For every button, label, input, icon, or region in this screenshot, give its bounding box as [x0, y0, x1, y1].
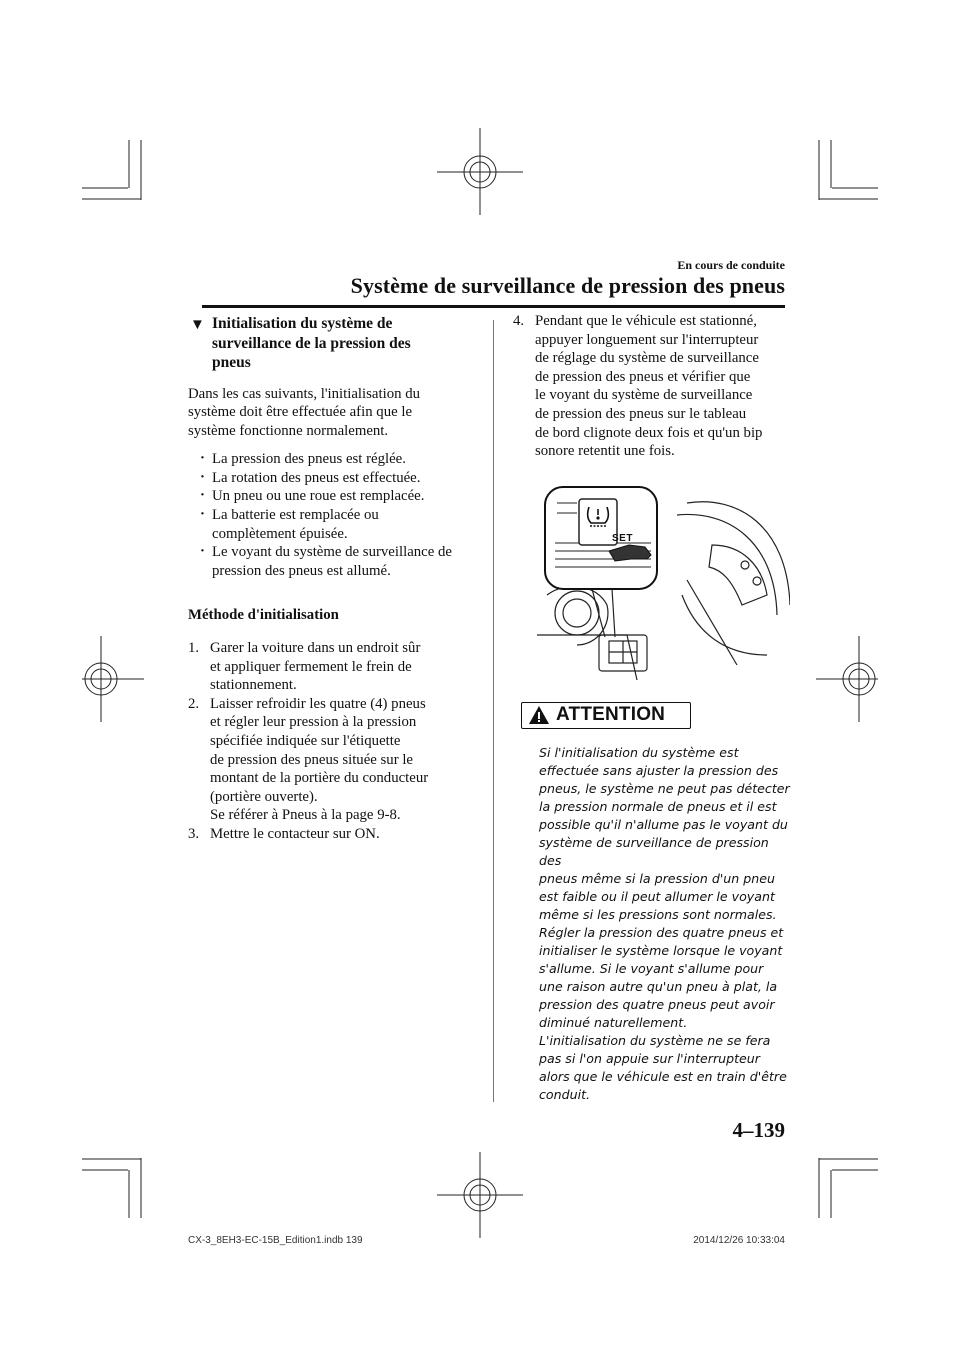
step-text — [210, 825, 474, 844]
step-line: sonore retentit une fois. — [535, 443, 675, 460]
step-line: et appliquer fermement le frein de — [210, 658, 412, 675]
list-item-line: complètement épuisée. — [212, 525, 348, 542]
step-line: Laisser refroidir les quatre (4) pneus — [210, 695, 426, 712]
footer-timestamp: 2014/12/26 10:33:04 — [693, 1235, 785, 1246]
step-text — [210, 695, 474, 825]
attention-line: une raison autre qu'un pneu à plat, la — [539, 978, 778, 994]
set-button-label: SET — [612, 532, 633, 544]
list-item — [200, 469, 474, 488]
attention-text — [539, 744, 793, 1104]
method-heading: Méthode d'initialisation — [188, 607, 339, 624]
footer-file-info: CX-3_8EH3-EC-15B_Edition1.indb 139 — [188, 1235, 363, 1246]
list-item-line: · La batterie est remplacée ou — [212, 507, 379, 524]
list-item-line: · La rotation des pneus est effectuée. — [212, 469, 421, 486]
intro-line: système fonctionne normalement. — [188, 422, 389, 439]
dashboard-illustration — [537, 485, 790, 680]
dashboard-drawing — [537, 485, 790, 680]
attention-line: effectuée sans ajuster la pression des — [539, 762, 779, 778]
list-item — [200, 487, 474, 506]
attention-line: la pression normale de pneus et il est — [539, 798, 777, 814]
page-number: 4–139 — [732, 1118, 785, 1142]
step-item — [188, 695, 474, 825]
page-header-title: Système de surveillance de pression des pneus — [350, 273, 785, 298]
step-line: montant de la portière du conducteur — [210, 770, 429, 787]
attention-line: conduit. — [539, 1086, 591, 1102]
header-rule — [202, 305, 785, 308]
attention-line: pneus, le système ne peut pas détecter — [539, 780, 790, 796]
step-line: de pression des pneus située sur le — [210, 751, 414, 768]
steps-list — [188, 639, 474, 844]
list-item-line: · Le voyant du système de surveillance de — [212, 544, 452, 561]
step-item — [513, 312, 788, 461]
steps-list-continued — [513, 312, 788, 461]
step-line: spécifiée indiquée sur l'étiquette — [210, 733, 401, 749]
attention-line: est faible ou il peut allumer le voyant — [539, 888, 775, 904]
list-item-line: · Un pneu ou une roue est remplacée. — [212, 488, 425, 505]
attention-line: Si l'initialisation du système est — [539, 744, 739, 760]
step-line: et régler leur pression à la pression — [210, 714, 417, 731]
step-line: Se référer à Pneus à la page 9-8. — [210, 807, 401, 824]
step-item — [188, 639, 474, 695]
warning-triangle-icon — [528, 705, 550, 725]
step-line: de pression des pneus et vérifier que — [535, 368, 751, 385]
step-line: Pendant que le véhicule est stationné, — [535, 313, 757, 329]
attention-line: s'allume. Si le voyant s'allume pour — [539, 960, 764, 976]
step-line: Mettre le contacteur sur ON. — [210, 825, 380, 842]
step-number: 4. — [513, 313, 525, 329]
section-triangle-icon: ▼ — [190, 317, 205, 333]
attention-line: alors que le véhicule est en train d'être — [539, 1068, 787, 1084]
list-item-line: pression des pneus est allumé. — [212, 562, 391, 579]
intro-line: Dans les cas suivants, l'initialisation du — [188, 385, 420, 402]
step-line: appuyer longuement sur l'interrupteur — [535, 331, 759, 348]
step-text — [210, 639, 474, 695]
attention-line: système de surveillance de pression des — [539, 834, 769, 868]
step-line: (portière ouverte). — [210, 788, 318, 805]
step-number: 3. — [188, 825, 200, 842]
step-line: stationnement. — [210, 677, 297, 694]
section-title — [188, 314, 474, 373]
section-title-line: surveillance de la pression des — [212, 334, 411, 352]
list-item — [200, 543, 474, 580]
intro-paragraph — [188, 385, 474, 441]
step-number: 1. — [188, 640, 200, 657]
step-item — [188, 825, 474, 844]
left-column — [188, 312, 474, 844]
attention-line: pression des quatre pneus peut avoir — [539, 996, 775, 1012]
attention-line: pas si l'on appuie sur l'interrupteur — [539, 1050, 760, 1066]
step-line: de réglage du système de surveillance — [535, 350, 759, 367]
right-column — [513, 312, 788, 1104]
attention-line: même si les pressions sont normales. — [539, 906, 777, 922]
column-divider — [493, 320, 494, 1102]
attention-label: ATTENTION — [556, 703, 666, 725]
step-line: Garer la voiture dans un endroit sûr — [210, 640, 421, 657]
attention-line: L'initialisation du système ne se fera — [539, 1032, 771, 1048]
attention-line: initialiser le système lorsque le voyant — [539, 942, 783, 958]
step-line: le voyant du système de surveillance — [535, 387, 753, 404]
attention-line: Régler la pression des quatre pneus et — [539, 924, 784, 940]
attention-line: pneus même si la pression d'un pneu — [539, 870, 775, 886]
list-item — [200, 450, 474, 469]
attention-line: possible qu'il n'allume pas le voyant du — [539, 816, 788, 832]
intro-line: système doit être effectuée afin que le — [188, 404, 413, 421]
list-item-line: · La pression des pneus est réglée. — [212, 451, 406, 468]
conditions-list — [188, 450, 474, 580]
step-text — [535, 312, 788, 461]
chapter-label: En cours de conduite — [677, 258, 785, 272]
section-title-line: pneus — [212, 354, 251, 371]
attention-header — [521, 702, 691, 729]
step-line: de pression des pneus sur le tableau — [535, 405, 747, 422]
section-title-line: Initialisation du système de — [212, 315, 393, 332]
attention-line: diminué naturellement. — [539, 1014, 688, 1030]
list-item — [200, 506, 474, 543]
step-line: de bord clignote deux fois et qu'un bip — [535, 424, 763, 441]
step-number: 2. — [188, 695, 200, 712]
